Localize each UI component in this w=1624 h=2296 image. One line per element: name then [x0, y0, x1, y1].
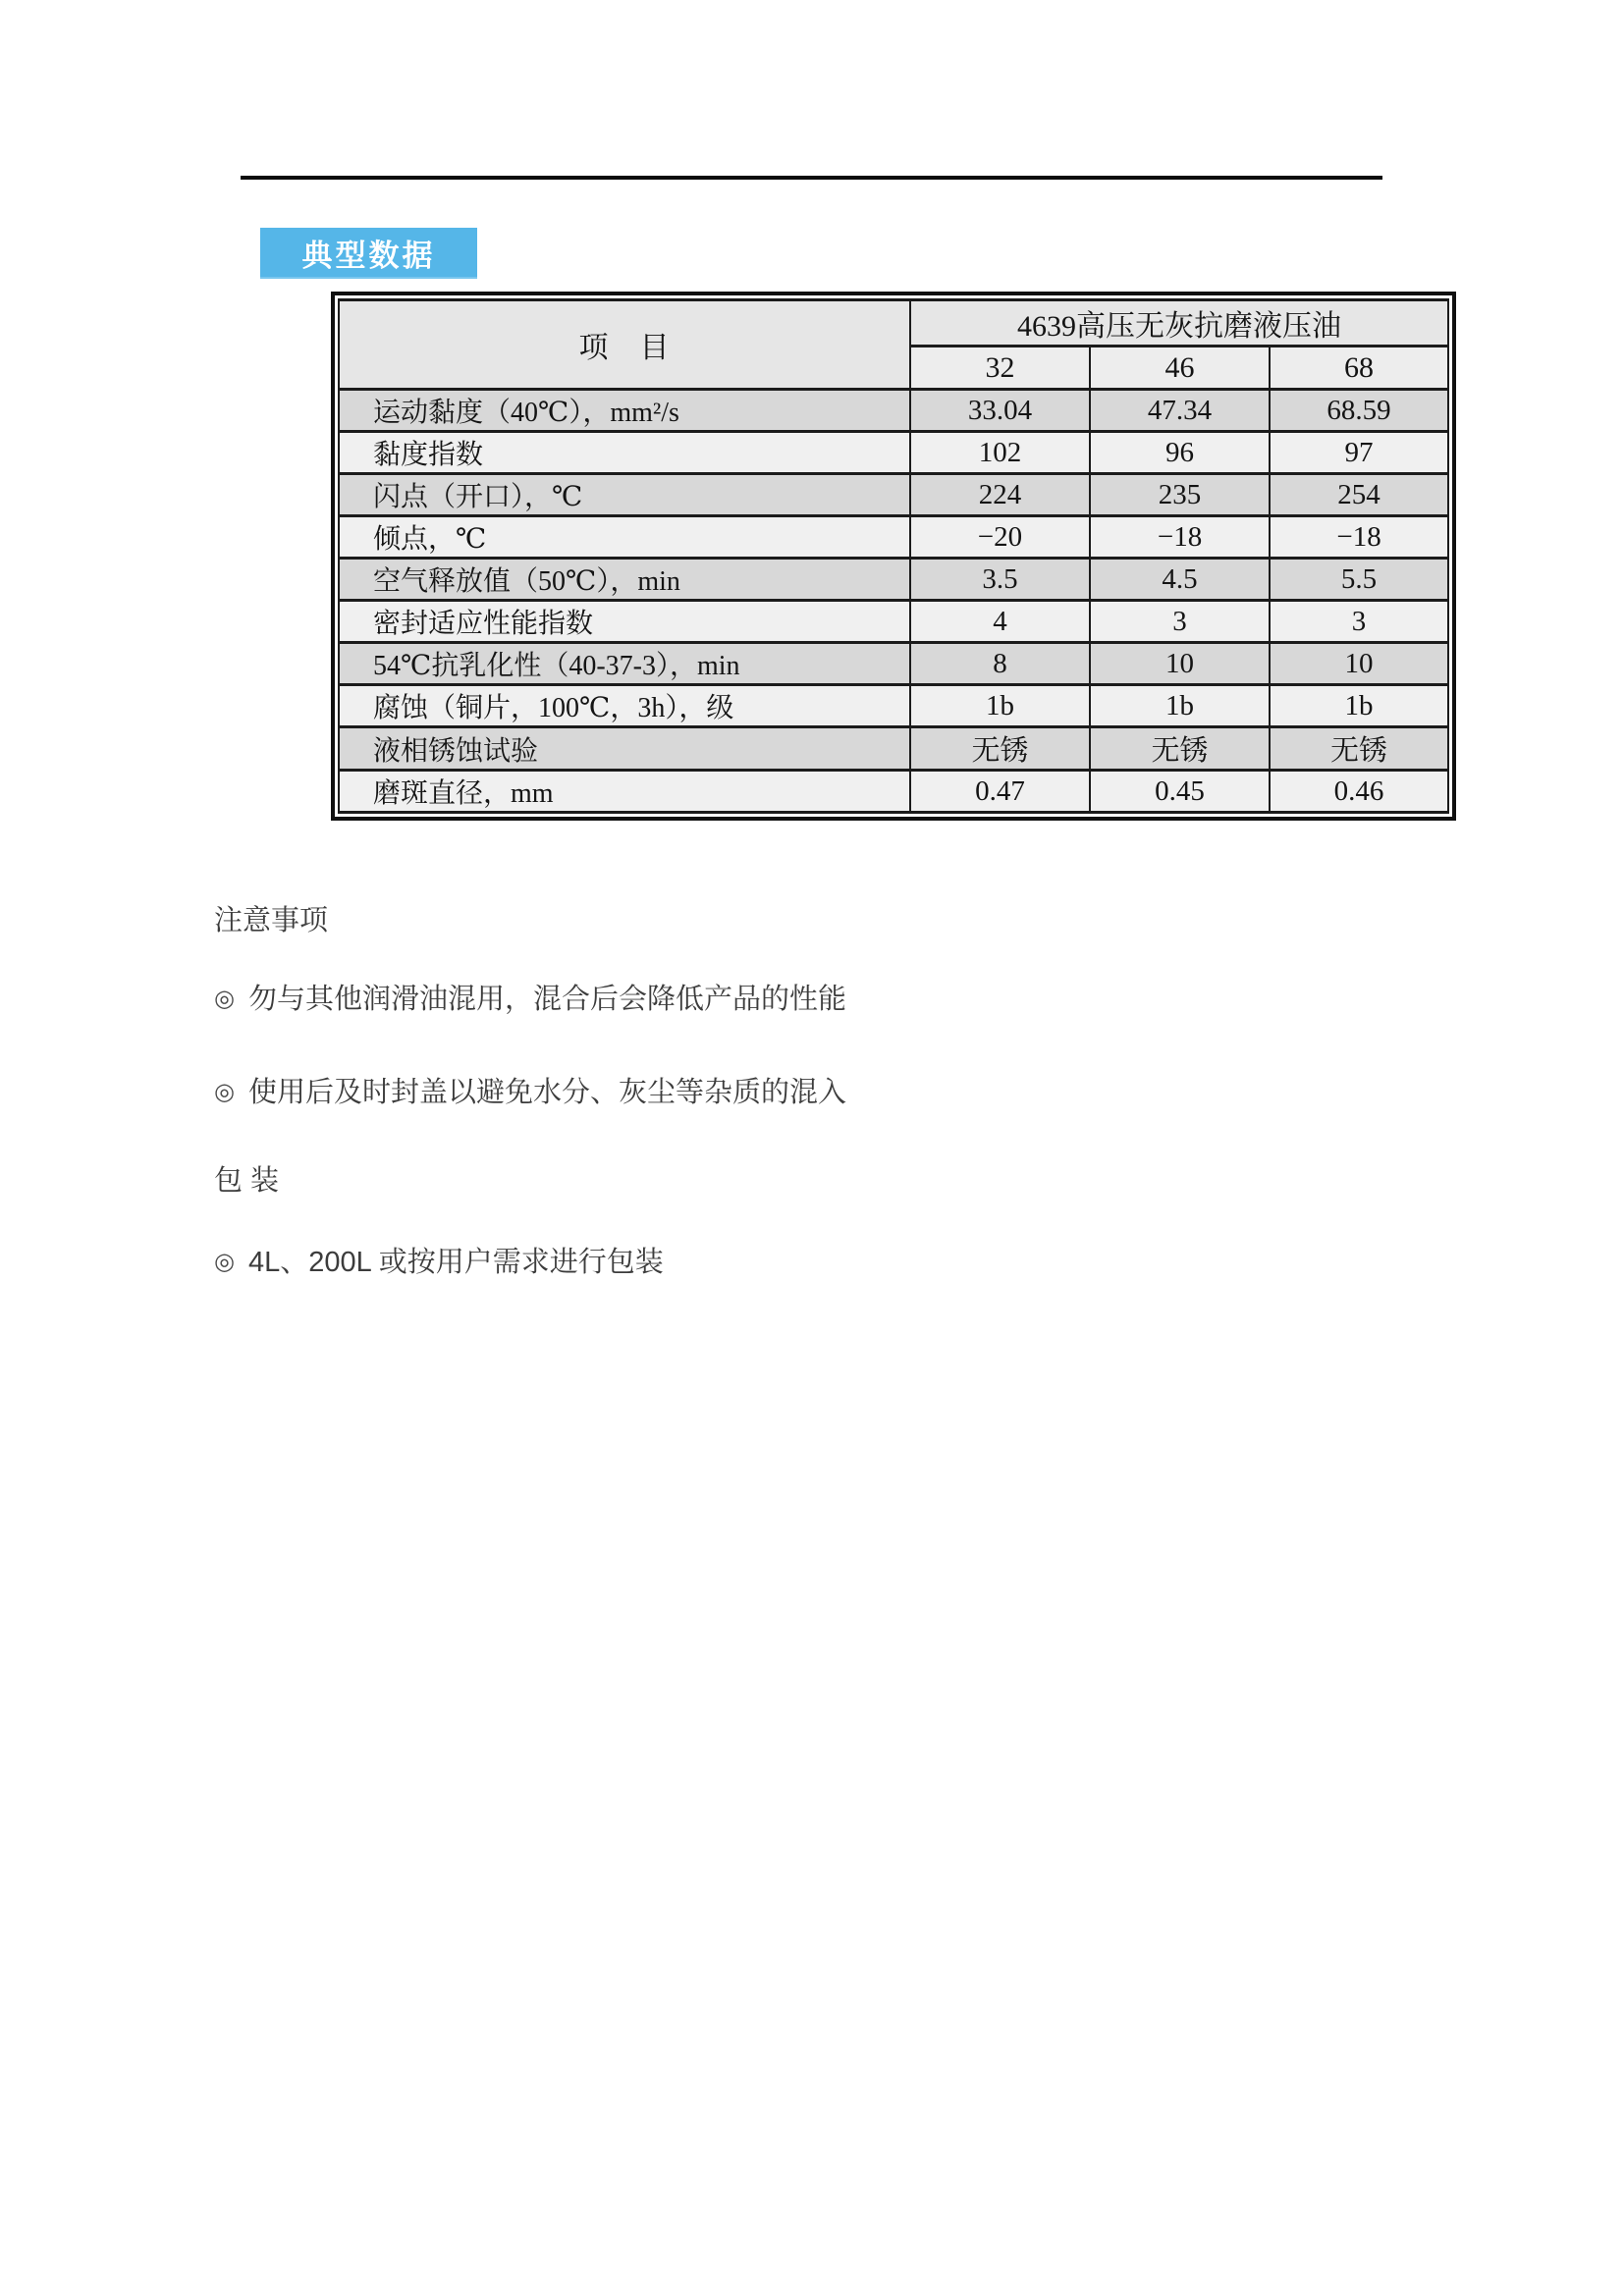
table-row — [339, 727, 1448, 771]
row-value: 1b — [1090, 685, 1270, 727]
row-value: 无锈 — [1270, 727, 1448, 771]
table-row — [339, 685, 1448, 727]
row-value: 4.5 — [1090, 559, 1270, 601]
row-value: 0.46 — [1270, 771, 1448, 813]
typical-data-table — [338, 298, 1449, 814]
table-header-row-1 — [339, 300, 1448, 347]
row-value: 无锈 — [1090, 727, 1270, 771]
row-value: 68.59 — [1270, 390, 1448, 432]
row-value: 4 — [910, 601, 1090, 643]
packaging-title: 包 装 — [214, 1165, 280, 1197]
table-header-item: 项 目 — [339, 300, 910, 390]
row-value: 1b — [910, 685, 1090, 727]
grade-column-header: 46 — [1090, 347, 1270, 390]
row-value: 254 — [1270, 474, 1448, 516]
row-label: 运动黏度（40℃），mm²/s — [339, 390, 910, 432]
grade-column-header: 68 — [1270, 347, 1448, 390]
row-value: 0.47 — [910, 771, 1090, 813]
row-value: 33.04 — [910, 390, 1090, 432]
row-value: 3 — [1270, 601, 1448, 643]
row-value: 102 — [910, 432, 1090, 474]
note-item — [214, 983, 846, 1016]
row-value: −18 — [1090, 516, 1270, 559]
typical-data-table-wrap — [331, 292, 1456, 821]
row-value: 0.45 — [1090, 771, 1270, 813]
packaging-item — [214, 1246, 664, 1279]
page-top-rule — [241, 176, 1382, 180]
bullseye-bullet-icon: ◎ — [214, 1079, 235, 1105]
table-row — [339, 516, 1448, 559]
row-value: −18 — [1270, 516, 1448, 559]
section-badge-label: 典型数据 — [301, 238, 436, 273]
row-value: 5.5 — [1270, 559, 1448, 601]
row-value: 10 — [1270, 643, 1448, 685]
row-label: 黏度指数 — [339, 432, 910, 474]
table-row — [339, 559, 1448, 601]
table-row — [339, 432, 1448, 474]
bullseye-bullet-icon: ◎ — [214, 1249, 235, 1275]
table-row — [339, 601, 1448, 643]
row-label: 腐蚀（铜片，100℃，3h），级 — [339, 685, 910, 727]
bullseye-bullet-icon: ◎ — [214, 986, 235, 1012]
notes-title: 注意事项 — [214, 905, 329, 936]
row-value: 235 — [1090, 474, 1270, 516]
row-label: 磨斑直径，mm — [339, 771, 910, 813]
row-value: 96 — [1090, 432, 1270, 474]
row-label: 密封适应性能指数 — [339, 601, 910, 643]
row-value: 3.5 — [910, 559, 1090, 601]
note-item-text: 使用后及时封盖以避免水分、灰尘等杂质的混入 — [247, 1077, 846, 1108]
row-value: 97 — [1270, 432, 1448, 474]
grade-column-header: 32 — [910, 347, 1090, 390]
table-row — [339, 643, 1448, 685]
row-value: 10 — [1090, 643, 1270, 685]
row-value: 8 — [910, 643, 1090, 685]
table-row — [339, 390, 1448, 432]
row-label: 54℃抗乳化性（40-37-3），min — [339, 643, 910, 685]
row-value: 无锈 — [910, 727, 1090, 771]
row-value: 47.34 — [1090, 390, 1270, 432]
note-item — [214, 1076, 846, 1109]
table-row — [339, 474, 1448, 516]
row-value: 3 — [1090, 601, 1270, 643]
row-value: 1b — [1270, 685, 1448, 727]
row-label: 闪点（开口），℃ — [339, 474, 910, 516]
row-label: 倾点，℃ — [339, 516, 910, 559]
row-value: 224 — [910, 474, 1090, 516]
row-label: 空气释放值（50℃），min — [339, 559, 910, 601]
section-badge-typical-data — [260, 228, 477, 279]
table-row — [339, 771, 1448, 813]
row-label: 液相锈蚀试验 — [339, 727, 910, 771]
note-item-text: 勿与其他润滑油混用，混合后会降低产品的性能 — [247, 984, 846, 1015]
row-value: −20 — [910, 516, 1090, 559]
table-header-product: 4639高压无灰抗磨液压油 — [910, 300, 1448, 347]
packaging-item-text: 4L、200L 或按用户需求进行包装 — [247, 1247, 664, 1278]
